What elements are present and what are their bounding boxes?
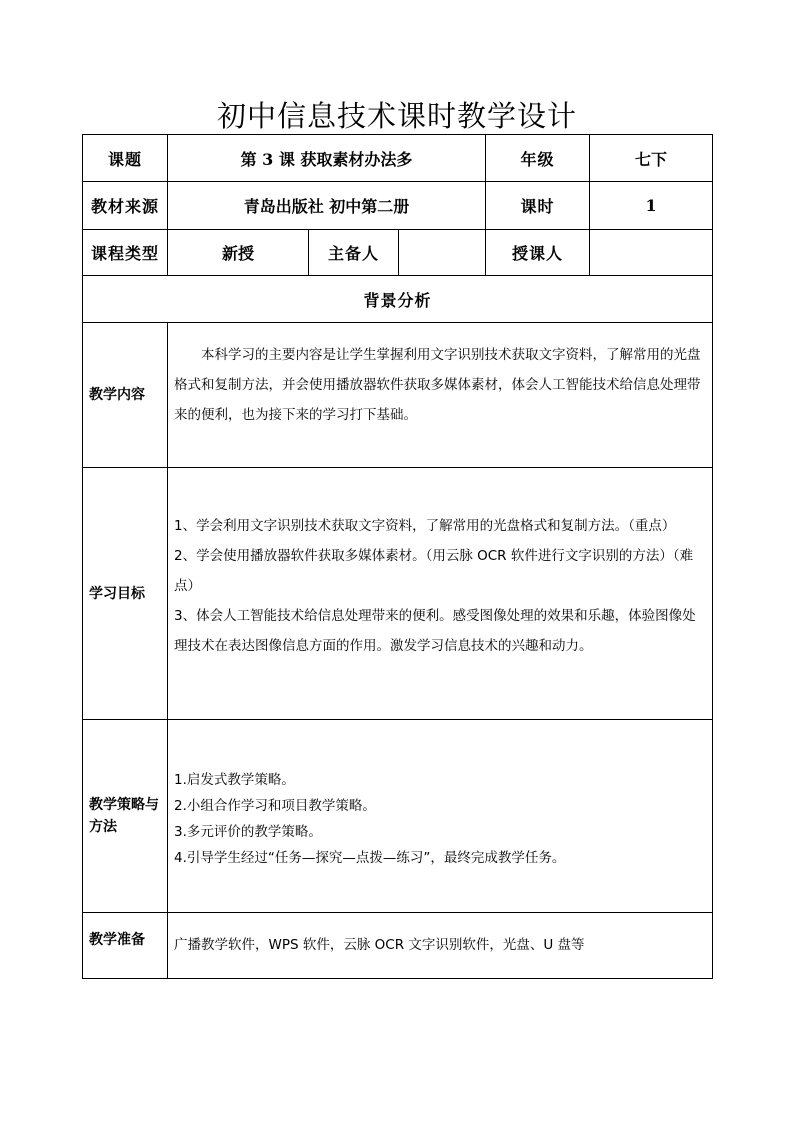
content-cell — [168, 323, 713, 468]
row-goals — [83, 468, 713, 720]
type-label: 课程类型 — [83, 230, 168, 276]
goals-label: 学习目标 — [83, 468, 168, 720]
background-heading: 背景分析 — [83, 276, 713, 323]
lesson-plan-table — [82, 134, 713, 979]
row-background — [83, 276, 713, 323]
row-source — [83, 182, 713, 230]
goal-item-3: 3、体会人工智能技术给信息处理带来的便利。感受图像处理的效果和乐趣，体验图像处理技术在表达图像信息方面的作用。激发学习信息技术的兴趣和动力。 — [174, 608, 696, 654]
source-value: 青岛出版社 初中第二册 — [168, 182, 486, 230]
topic-value: 第 3 课 获取素材办法多 — [168, 135, 486, 182]
teacher-value — [590, 230, 713, 276]
strategy-cell — [168, 720, 713, 913]
row-type — [83, 230, 713, 276]
row-prep — [83, 913, 713, 979]
row-strategy — [83, 720, 713, 913]
prep-label: 教学准备 — [83, 913, 168, 979]
strategy-label: 教学策略与方法 — [83, 720, 168, 913]
prep-text: 广播教学软件，WPS 软件，云脉 OCR 文字识别软件，光盘、U 盘等 — [168, 913, 713, 979]
goal-item-2: 2、学会使用播放器软件获取多媒体素材。（用云脉 OCR 软件进行文字识别的方法）（难点） — [174, 548, 694, 594]
strategy-item-1: 1.启发式教学策略。 — [174, 772, 295, 788]
goals-cell — [168, 468, 713, 720]
row-content — [83, 323, 713, 468]
preparer-label: 主备人 — [309, 230, 399, 276]
type-value: 新授 — [168, 230, 309, 276]
strategy-item-3: 3.多元评价的教学策略。 — [174, 824, 322, 840]
teacher-label: 授课人 — [486, 230, 590, 276]
hours-label: 课时 — [486, 182, 590, 230]
content-text: 本科学习的主要内容是让学生掌握利用文字识别技术获取文字资料，了解常用的光盘格式和复制方法，并会使用播放器软件获取多媒体素材，体会人工智能技术给信息处理带来的便利，也为接下来的学习打下基础。 — [174, 347, 701, 423]
grade-label: 年级 — [486, 135, 590, 182]
source-label: 教材来源 — [83, 182, 168, 230]
strategy-item-2: 2.小组合作学习和项目教学策略。 — [174, 798, 376, 814]
strategy-item-4: 4.引导学生经过“任务—探究—点拨—练习”，最终完成教学任务。 — [174, 850, 566, 866]
hours-value: 1 — [590, 182, 713, 230]
topic-label: 课题 — [83, 135, 168, 182]
goal-item-1: 1、学会利用文字识别技术获取文字资料，了解常用的光盘格式和复制方法。（重点） — [174, 518, 676, 534]
preparer-value — [399, 230, 486, 276]
row-topic — [83, 135, 713, 182]
document-title: 初中信息技术课时教学设计 — [216, 99, 577, 133]
grade-value: 七下 — [590, 135, 713, 182]
content-label: 教学内容 — [83, 323, 168, 468]
